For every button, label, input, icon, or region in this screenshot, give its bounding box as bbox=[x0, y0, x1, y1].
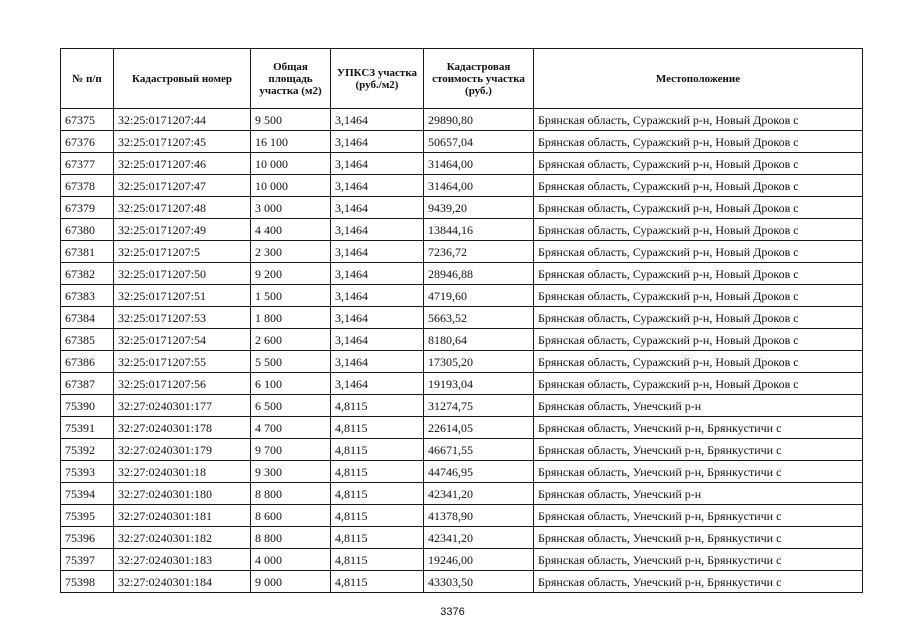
table-row bbox=[61, 439, 863, 461]
cell-cost: 7236,72 bbox=[424, 241, 534, 263]
cell-cost: 43303,50 bbox=[424, 571, 534, 593]
cell-cost: 31464,00 bbox=[424, 175, 534, 197]
table-row bbox=[61, 153, 863, 175]
cell-area: 9 300 bbox=[251, 461, 331, 483]
cell-number: 67379 bbox=[61, 197, 114, 219]
table-row bbox=[61, 527, 863, 549]
cell-number: 75394 bbox=[61, 483, 114, 505]
table-body bbox=[61, 109, 863, 593]
cell-area: 10 000 bbox=[251, 175, 331, 197]
cell-number: 75393 bbox=[61, 461, 114, 483]
header-rate: УПКСЗ участка (руб./м2) bbox=[331, 49, 424, 109]
table-row bbox=[61, 197, 863, 219]
cell-rate: 4,8115 bbox=[331, 439, 424, 461]
cell-rate: 4,8115 bbox=[331, 527, 424, 549]
cell-rate: 3,1464 bbox=[331, 219, 424, 241]
table-row bbox=[61, 219, 863, 241]
cell-rate: 3,1464 bbox=[331, 175, 424, 197]
header-cost: Кадастровая стоимость участка (руб.) bbox=[424, 49, 534, 109]
table-row bbox=[61, 549, 863, 571]
cell-location: Брянская область, Унечский р-н, Брянкустичи с bbox=[534, 505, 863, 527]
cell-cadastral-number: 32:27:0240301:182 bbox=[114, 527, 251, 549]
cell-location: Брянская область, Суражский р-н, Новый Дроков с bbox=[534, 109, 863, 131]
cell-location: Брянская область, Суражский р-н, Новый Дроков с bbox=[534, 373, 863, 395]
cell-cadastral-number: 32:25:0171207:53 bbox=[114, 307, 251, 329]
cell-cost: 31274,75 bbox=[424, 395, 534, 417]
cell-cost: 5663,52 bbox=[424, 307, 534, 329]
cell-cadastral-number: 32:25:0171207:46 bbox=[114, 153, 251, 175]
cell-rate: 4,8115 bbox=[331, 483, 424, 505]
table-row bbox=[61, 307, 863, 329]
table-row bbox=[61, 483, 863, 505]
cell-cost: 22614,05 bbox=[424, 417, 534, 439]
cell-number: 67375 bbox=[61, 109, 114, 131]
header-cadastral-number: Кадастровый номер bbox=[114, 49, 251, 109]
cell-location: Брянская область, Суражский р-н, Новый Дроков с bbox=[534, 241, 863, 263]
cell-location: Брянская область, Суражский р-н, Новый Дроков с bbox=[534, 219, 863, 241]
cell-location: Брянская область, Суражский р-н, Новый Дроков с bbox=[534, 263, 863, 285]
cell-rate: 3,1464 bbox=[331, 285, 424, 307]
cadastral-table bbox=[60, 48, 863, 593]
cell-area: 4 400 bbox=[251, 219, 331, 241]
table-row bbox=[61, 571, 863, 593]
table-row bbox=[61, 461, 863, 483]
table-row bbox=[61, 109, 863, 131]
table-row bbox=[61, 175, 863, 197]
cell-area: 2 600 bbox=[251, 329, 331, 351]
table-row bbox=[61, 395, 863, 417]
table-row bbox=[61, 329, 863, 351]
cell-rate: 3,1464 bbox=[331, 153, 424, 175]
cell-location: Брянская область, Суражский р-н, Новый Дроков с bbox=[534, 131, 863, 153]
cell-cadastral-number: 32:25:0171207:51 bbox=[114, 285, 251, 307]
cell-number: 67376 bbox=[61, 131, 114, 153]
cell-area: 9 700 bbox=[251, 439, 331, 461]
cell-area: 4 000 bbox=[251, 549, 331, 571]
cell-number: 75392 bbox=[61, 439, 114, 461]
cell-number: 67385 bbox=[61, 329, 114, 351]
cell-rate: 4,8115 bbox=[331, 549, 424, 571]
header-location: Местоположение bbox=[534, 49, 863, 109]
cell-cost: 29890,80 bbox=[424, 109, 534, 131]
cell-area: 16 100 bbox=[251, 131, 331, 153]
cell-number: 75391 bbox=[61, 417, 114, 439]
cell-cadastral-number: 32:25:0171207:48 bbox=[114, 197, 251, 219]
cell-area: 1 800 bbox=[251, 307, 331, 329]
table-row bbox=[61, 373, 863, 395]
cell-cadastral-number: 32:27:0240301:181 bbox=[114, 505, 251, 527]
header-row bbox=[61, 49, 863, 109]
cell-number: 67383 bbox=[61, 285, 114, 307]
cell-cadastral-number: 32:27:0240301:178 bbox=[114, 417, 251, 439]
cell-location: Брянская область, Унечский р-н, Брянкустичи с bbox=[534, 527, 863, 549]
cell-area: 9 000 bbox=[251, 571, 331, 593]
cell-cadastral-number: 32:25:0171207:50 bbox=[114, 263, 251, 285]
cell-rate: 4,8115 bbox=[331, 417, 424, 439]
cell-location: Брянская область, Суражский р-н, Новый Дроков с bbox=[534, 329, 863, 351]
cell-cost: 41378,90 bbox=[424, 505, 534, 527]
cell-rate: 3,1464 bbox=[331, 131, 424, 153]
cell-cadastral-number: 32:25:0171207:49 bbox=[114, 219, 251, 241]
cell-cost: 4719,60 bbox=[424, 285, 534, 307]
cell-number: 67381 bbox=[61, 241, 114, 263]
cell-area: 3 000 bbox=[251, 197, 331, 219]
cell-area: 9 200 bbox=[251, 263, 331, 285]
cell-cost: 19246,00 bbox=[424, 549, 534, 571]
page-number: 3376 bbox=[440, 606, 465, 618]
cell-cost: 42341,20 bbox=[424, 527, 534, 549]
cell-area: 8 800 bbox=[251, 483, 331, 505]
cell-number: 67377 bbox=[61, 153, 114, 175]
cell-rate: 4,8115 bbox=[331, 461, 424, 483]
cell-cost: 8180,64 bbox=[424, 329, 534, 351]
cell-cost: 50657,04 bbox=[424, 131, 534, 153]
cell-cost: 28946,88 bbox=[424, 263, 534, 285]
cell-cadastral-number: 32:27:0240301:179 bbox=[114, 439, 251, 461]
cell-location: Брянская область, Суражский р-н, Новый Дроков с bbox=[534, 197, 863, 219]
table-row bbox=[61, 505, 863, 527]
cell-cadastral-number: 32:25:0171207:45 bbox=[114, 131, 251, 153]
cell-rate: 3,1464 bbox=[331, 197, 424, 219]
cell-rate: 3,1464 bbox=[331, 351, 424, 373]
cell-area: 6 100 bbox=[251, 373, 331, 395]
cell-location: Брянская область, Унечский р-н, Брянкустичи с bbox=[534, 417, 863, 439]
cell-cost: 46671,55 bbox=[424, 439, 534, 461]
cell-cadastral-number: 32:27:0240301:180 bbox=[114, 483, 251, 505]
cell-area: 1 500 bbox=[251, 285, 331, 307]
cell-rate: 4,8115 bbox=[331, 505, 424, 527]
cell-rate: 3,1464 bbox=[331, 373, 424, 395]
cell-number: 67382 bbox=[61, 263, 114, 285]
cell-number: 67384 bbox=[61, 307, 114, 329]
cell-cadastral-number: 32:25:0171207:47 bbox=[114, 175, 251, 197]
cell-location: Брянская область, Суражский р-н, Новый Дроков с bbox=[534, 153, 863, 175]
cell-location: Брянская область, Суражский р-н, Новый Дроков с bbox=[534, 175, 863, 197]
header-number: № п/п bbox=[61, 49, 114, 109]
cell-cadastral-number: 32:27:0240301:18 bbox=[114, 461, 251, 483]
cell-cost: 13844,16 bbox=[424, 219, 534, 241]
cell-location: Брянская область, Суражский р-н, Новый Дроков с bbox=[534, 307, 863, 329]
table-row bbox=[61, 241, 863, 263]
cell-cadastral-number: 32:25:0171207:54 bbox=[114, 329, 251, 351]
cell-area: 5 500 bbox=[251, 351, 331, 373]
cell-number: 67378 bbox=[61, 175, 114, 197]
cell-number: 75390 bbox=[61, 395, 114, 417]
cell-cost: 19193,04 bbox=[424, 373, 534, 395]
cell-cadastral-number: 32:25:0171207:56 bbox=[114, 373, 251, 395]
cell-cost: 9439,20 bbox=[424, 197, 534, 219]
cell-cadastral-number: 32:27:0240301:183 bbox=[114, 549, 251, 571]
cell-rate: 3,1464 bbox=[331, 109, 424, 131]
cell-rate: 4,8115 bbox=[331, 395, 424, 417]
cell-location: Брянская область, Унечский р-н, Брянкустичи с bbox=[534, 549, 863, 571]
table-row bbox=[61, 263, 863, 285]
cell-location: Брянская область, Суражский р-н, Новый Дроков с bbox=[534, 285, 863, 307]
cell-cost: 31464,00 bbox=[424, 153, 534, 175]
cell-rate: 3,1464 bbox=[331, 241, 424, 263]
cell-location: Брянская область, Унечский р-н, Брянкустичи с bbox=[534, 461, 863, 483]
cell-rate: 3,1464 bbox=[331, 329, 424, 351]
cell-location: Брянская область, Унечский р-н bbox=[534, 395, 863, 417]
cell-area: 8 600 bbox=[251, 505, 331, 527]
cell-number: 67387 bbox=[61, 373, 114, 395]
cell-location: Брянская область, Унечский р-н bbox=[534, 483, 863, 505]
cell-cadastral-number: 32:25:0171207:55 bbox=[114, 351, 251, 373]
cell-number: 75397 bbox=[61, 549, 114, 571]
cell-cost: 44746,95 bbox=[424, 461, 534, 483]
table-row bbox=[61, 285, 863, 307]
cell-area: 2 300 bbox=[251, 241, 331, 263]
cell-number: 75398 bbox=[61, 571, 114, 593]
cell-location: Брянская область, Унечский р-н, Брянкустичи с bbox=[534, 439, 863, 461]
cell-rate: 4,8115 bbox=[331, 571, 424, 593]
cell-number: 75395 bbox=[61, 505, 114, 527]
cell-cadastral-number: 32:25:0171207:44 bbox=[114, 109, 251, 131]
cell-number: 67386 bbox=[61, 351, 114, 373]
cell-cadastral-number: 32:27:0240301:184 bbox=[114, 571, 251, 593]
table-row bbox=[61, 417, 863, 439]
cell-area: 6 500 bbox=[251, 395, 331, 417]
cell-number: 67380 bbox=[61, 219, 114, 241]
header-area: Общая площадь участка (м2) bbox=[251, 49, 331, 109]
cell-area: 4 700 bbox=[251, 417, 331, 439]
cell-cost: 42341,20 bbox=[424, 483, 534, 505]
table-header bbox=[61, 49, 863, 109]
cell-rate: 3,1464 bbox=[331, 263, 424, 285]
cell-area: 10 000 bbox=[251, 153, 331, 175]
table-row bbox=[61, 351, 863, 373]
cell-cost: 17305,20 bbox=[424, 351, 534, 373]
cell-area: 8 800 bbox=[251, 527, 331, 549]
cell-cadastral-number: 32:25:0171207:5 bbox=[114, 241, 251, 263]
cell-area: 9 500 bbox=[251, 109, 331, 131]
cell-rate: 3,1464 bbox=[331, 307, 424, 329]
cell-cadastral-number: 32:27:0240301:177 bbox=[114, 395, 251, 417]
cell-number: 75396 bbox=[61, 527, 114, 549]
cell-location: Брянская область, Суражский р-н, Новый Дроков с bbox=[534, 351, 863, 373]
cell-location: Брянская область, Унечский р-н, Брянкустичи с bbox=[534, 571, 863, 593]
table-row bbox=[61, 131, 863, 153]
